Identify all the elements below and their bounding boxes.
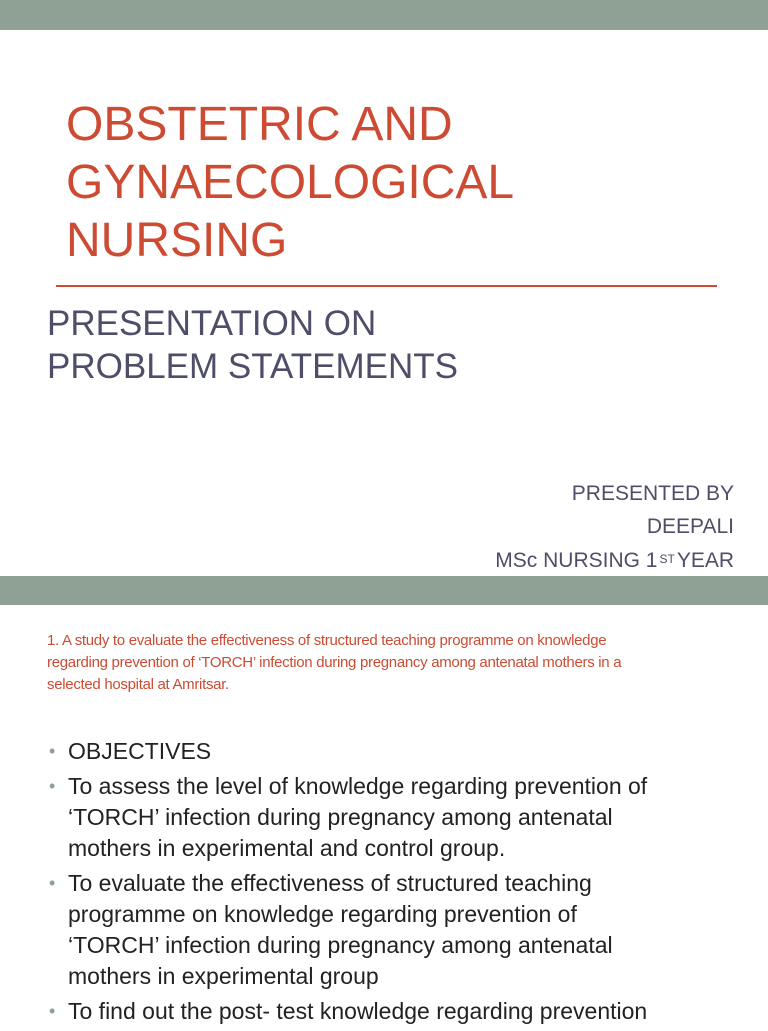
bullet-line: OBJECTIVES [68,738,212,764]
presenter-block [495,477,734,577]
presented-by-label: PRESENTED BY [571,482,734,505]
bullet-line: mothers in experimental group [68,963,379,989]
bullet-line: ‘TORCH’ infection during pregnancy among antenatal [68,932,613,958]
study-line: regarding prevention of ‘TORCH’ infection during pregnancy among antenatal mothers in a [47,654,622,671]
list-item [49,771,759,864]
title-line: GYNAECOLOGICAL [66,156,515,209]
list-item [49,868,759,992]
course-prefix: MSc NURSING 1 [495,549,658,572]
bullet-icon: • [49,873,56,893]
title-line: NURSING [66,214,288,267]
study-line: selected hospital at Amritsar. [47,676,229,693]
subtitle-line: PRESENTATION ON [47,304,377,343]
course-superscript: ST [659,552,675,566]
course-suffix: YEAR [676,549,734,572]
bullet-icon: • [49,741,56,761]
study-title [47,630,737,696]
bullet-line: ‘TORCH’ infection during pregnancy among antenatal [68,804,613,830]
bullet-line: To assess the level of knowledge regarding prevention of [68,773,648,799]
slide-top-band [0,0,768,30]
slide-separator-band [0,576,768,605]
title-line: OBSTETRIC AND [66,98,453,151]
slide-title [66,96,746,270]
list-item [49,736,759,767]
bullet-line: mothers in experimental and control group. [68,835,506,861]
bullet-line: programme on knowledge regarding prevention of [68,901,577,927]
list-item [49,996,759,1027]
presenter-course [495,543,734,577]
presenter-name: DEEPALI [646,515,734,538]
bullet-line: To find out the post- test knowledge regarding prevention [68,998,648,1024]
subtitle-line: PROBLEM STATEMENTS [47,347,458,386]
slide-subtitle [47,302,747,388]
bullet-icon: • [49,1001,56,1021]
bullet-line: To evaluate the effectiveness of structured teaching [68,870,592,896]
title-divider [56,285,717,287]
objectives-list [49,736,759,1031]
study-line: 1. A study to evaluate the effectiveness of structured teaching programme on knowledge [47,632,607,649]
bullet-icon: • [49,776,56,796]
